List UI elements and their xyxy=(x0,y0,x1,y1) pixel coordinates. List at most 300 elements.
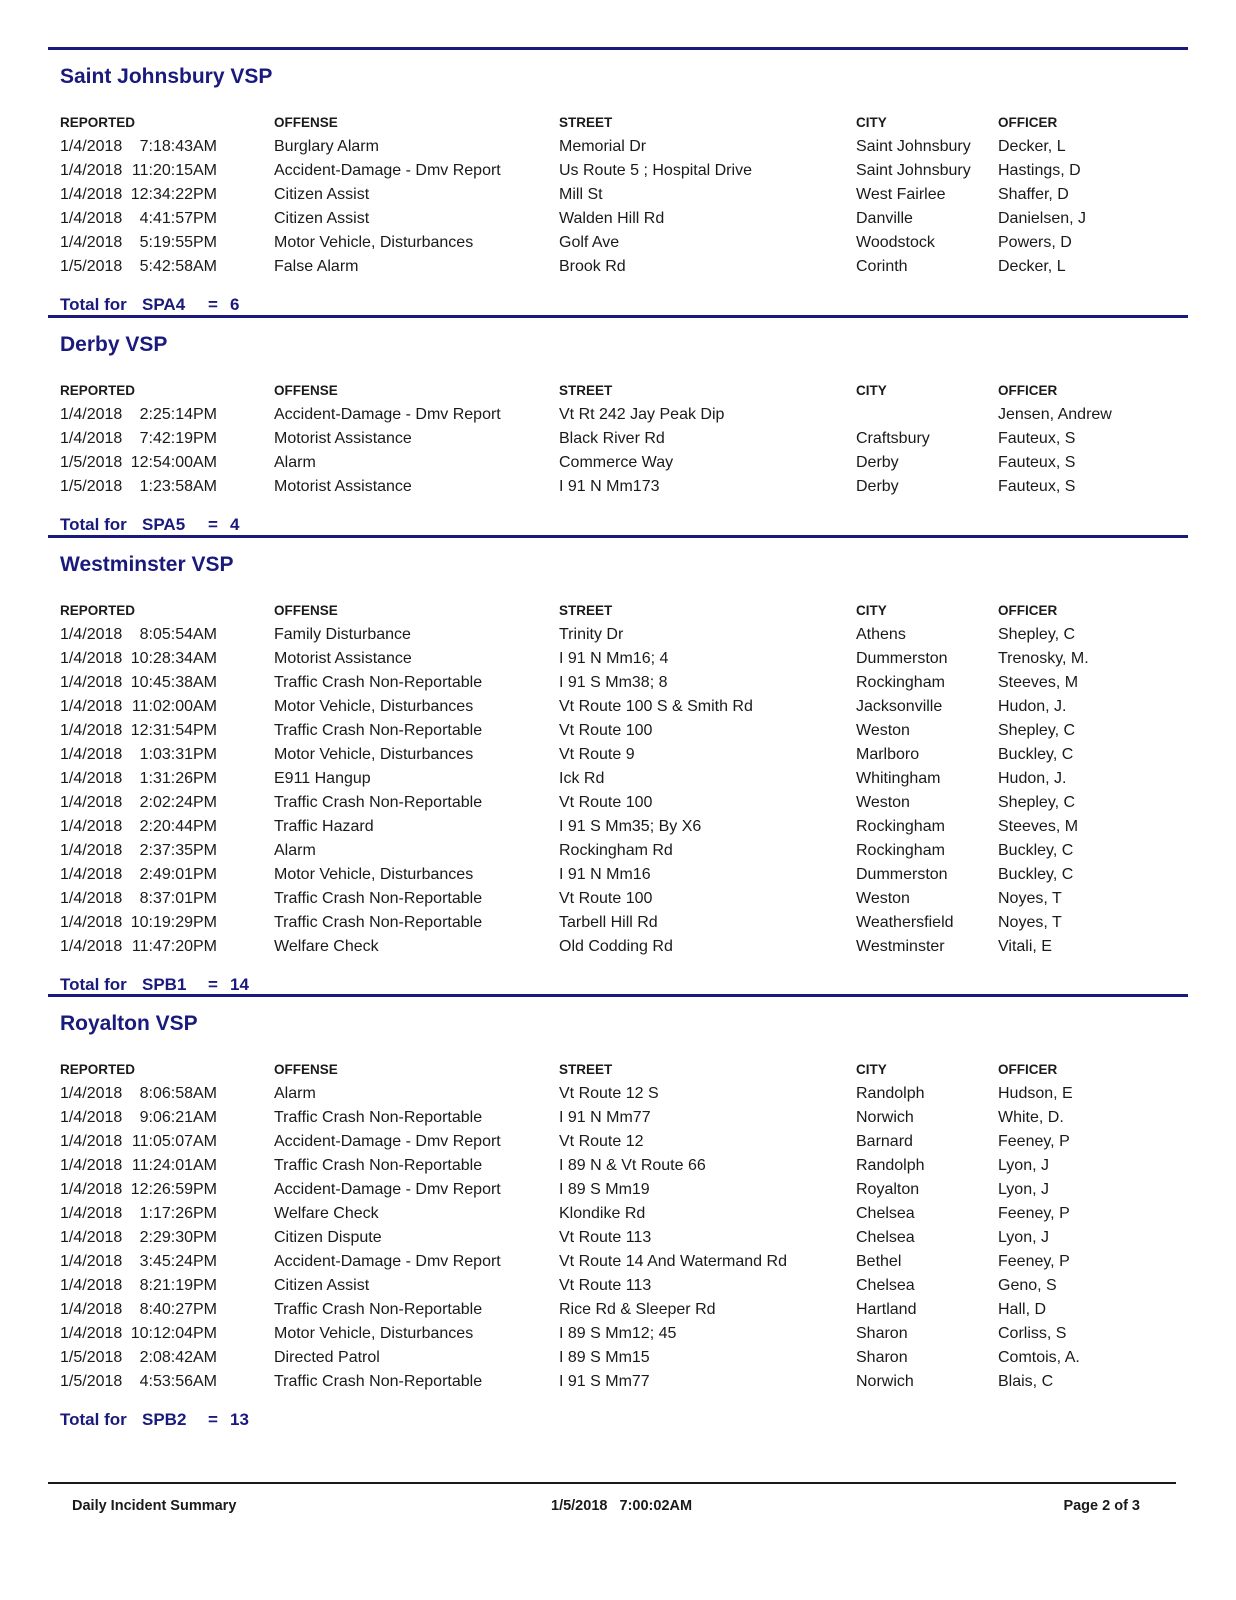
column-header-city: CITY xyxy=(856,383,887,398)
city: Whitingham xyxy=(856,770,941,787)
station-section xyxy=(48,535,1188,1005)
city: West Fairlee xyxy=(856,186,946,203)
column-header-officer: OFFICER xyxy=(998,115,1058,130)
reported-date: 1/4/2018 xyxy=(60,186,123,203)
table-row xyxy=(60,839,1188,863)
offense: Traffic Crash Non-Reportable xyxy=(274,722,483,739)
reported-date: 1/4/2018 xyxy=(60,1109,123,1126)
column-header-offense: OFFENSE xyxy=(274,115,338,130)
officer: Decker, L xyxy=(998,258,1066,275)
total-label: Total for xyxy=(60,295,127,314)
reported-date: 1/4/2018 xyxy=(60,1301,123,1318)
officer: Comtois, A. xyxy=(998,1349,1080,1366)
reported-date: 1/4/2018 xyxy=(60,162,123,179)
table-row xyxy=(60,815,1188,839)
reported-date: 1/4/2018 xyxy=(60,626,123,643)
reported-time: 7:18:43AM xyxy=(139,138,217,155)
total-label: Total for xyxy=(60,975,127,994)
offense: Motorist Assistance xyxy=(274,430,412,447)
city: Norwich xyxy=(856,1373,914,1390)
reported-time: 5:19:55PM xyxy=(139,234,217,251)
reported-time: 8:21:19PM xyxy=(139,1277,217,1294)
reported-time: 3:45:24PM xyxy=(139,1253,217,1270)
table-row xyxy=(60,451,1188,475)
offense: Motor Vehicle, Disturbances xyxy=(274,234,474,251)
city: Dummerston xyxy=(856,650,948,667)
street: Vt Route 9 xyxy=(559,746,635,763)
reported-date: 1/5/2018 xyxy=(60,1373,123,1390)
table-row xyxy=(60,159,1188,183)
street: Vt Route 113 xyxy=(559,1277,652,1294)
table-row xyxy=(60,231,1188,255)
officer: Hudon, J. xyxy=(998,698,1067,715)
city: Barnard xyxy=(856,1133,913,1150)
street: I 91 N Mm16; 4 xyxy=(559,650,669,667)
table-row xyxy=(60,207,1188,231)
total-label: Total for xyxy=(60,1410,127,1429)
table-header-row xyxy=(60,114,1188,132)
street: Mill St xyxy=(559,186,603,203)
city: Derby xyxy=(856,478,899,495)
street: I 91 S Mm35; By X6 xyxy=(559,818,702,835)
street: Vt Route 14 And Watermand Rd xyxy=(559,1253,787,1270)
reported-time: 11:24:01AM xyxy=(131,1157,217,1174)
reported-time: 9:06:21AM xyxy=(139,1109,217,1126)
reported-date: 1/4/2018 xyxy=(60,1157,123,1174)
reported-date: 1/4/2018 xyxy=(60,746,123,763)
total-label: Total for xyxy=(60,515,127,534)
reported-date: 1/4/2018 xyxy=(60,210,123,227)
reported-time: 2:02:24PM xyxy=(139,794,217,811)
offense: Alarm xyxy=(274,842,316,859)
officer: Fauteux, S xyxy=(998,430,1076,447)
table-row xyxy=(60,475,1188,499)
street: I 91 N Mm16 xyxy=(559,866,651,883)
city: Rockingham xyxy=(856,818,945,835)
officer: Noyes, T xyxy=(998,890,1062,907)
footer-page-number: Page 2 of 3 xyxy=(1063,1498,1140,1514)
table-row xyxy=(60,767,1188,791)
offense: E911 Hangup xyxy=(274,770,371,787)
incident-table xyxy=(48,1061,1188,1394)
officer: Lyon, J xyxy=(998,1229,1049,1246)
reported-time: 8:40:27PM xyxy=(139,1301,217,1318)
city: Weathersfield xyxy=(856,914,954,931)
reported-time: 8:05:54AM xyxy=(139,626,217,643)
offense: Traffic Crash Non-Reportable xyxy=(274,674,483,691)
officer: Shepley, C xyxy=(998,626,1076,643)
table-row xyxy=(60,135,1188,159)
section-title: Royalton VSP xyxy=(60,1012,198,1035)
incident-table xyxy=(48,602,1188,959)
officer: Geno, S xyxy=(998,1277,1057,1294)
offense: Alarm xyxy=(274,1085,316,1102)
reported-date: 1/4/2018 xyxy=(60,1205,123,1222)
officer: Decker, L xyxy=(998,138,1066,155)
offense: Motor Vehicle, Disturbances xyxy=(274,1325,474,1342)
table-header-row xyxy=(60,1061,1188,1079)
city: Bethel xyxy=(856,1253,902,1270)
table-row xyxy=(60,1154,1188,1178)
reported-time: 12:34:22PM xyxy=(130,186,217,203)
reported-date: 1/5/2018 xyxy=(60,478,123,495)
officer: Steeves, M xyxy=(998,674,1079,691)
table-row xyxy=(60,719,1188,743)
reported-time: 4:53:56AM xyxy=(139,1373,217,1390)
city: Westminster xyxy=(856,938,945,955)
reported-time: 11:02:00AM xyxy=(131,698,217,715)
column-header-city: CITY xyxy=(856,115,887,130)
officer: Fauteux, S xyxy=(998,478,1076,495)
column-header-reported: REPORTED xyxy=(60,115,136,130)
station-section xyxy=(48,315,1188,545)
reported-time: 12:26:59PM xyxy=(130,1181,217,1198)
city: Marlboro xyxy=(856,746,920,763)
city: Hartland xyxy=(856,1301,917,1318)
city: Weston xyxy=(856,722,910,739)
reported-time: 10:19:29PM xyxy=(130,914,217,931)
city: Saint Johnsbury xyxy=(856,162,971,179)
officer: Hudson, E xyxy=(998,1085,1073,1102)
offense: Motorist Assistance xyxy=(274,650,412,667)
offense: Directed Patrol xyxy=(274,1349,380,1366)
offense: Citizen Assist xyxy=(274,210,370,227)
street: Commerce Way xyxy=(559,454,674,471)
city: Weston xyxy=(856,890,910,907)
reported-date: 1/4/2018 xyxy=(60,234,123,251)
page-footer xyxy=(48,1482,1176,1542)
offense: False Alarm xyxy=(274,258,359,275)
officer: Jensen, Andrew xyxy=(998,406,1112,423)
offense: Traffic Hazard xyxy=(274,818,374,835)
reported-date: 1/4/2018 xyxy=(60,842,123,859)
table-row xyxy=(60,863,1188,887)
table-row xyxy=(60,935,1188,959)
total-equals: = xyxy=(208,295,218,314)
reported-time: 2:25:14PM xyxy=(139,406,217,423)
reported-time: 8:37:01PM xyxy=(139,890,217,907)
column-header-offense: OFFENSE xyxy=(274,603,338,618)
officer: Fauteux, S xyxy=(998,454,1076,471)
offense: Citizen Dispute xyxy=(274,1229,382,1246)
total-equals: = xyxy=(208,975,218,994)
column-header-reported: REPORTED xyxy=(60,603,136,618)
reported-date: 1/4/2018 xyxy=(60,650,123,667)
offense: Welfare Check xyxy=(274,1205,379,1222)
reported-time: 4:41:57PM xyxy=(139,210,217,227)
table-row xyxy=(60,1202,1188,1226)
officer: Hudon, J. xyxy=(998,770,1067,787)
officer: Feeney, P xyxy=(998,1253,1070,1270)
column-header-officer: OFFICER xyxy=(998,383,1058,398)
reported-time: 7:42:19PM xyxy=(139,430,217,447)
table-row xyxy=(60,1130,1188,1154)
reported-date: 1/5/2018 xyxy=(60,258,123,275)
city: Randolph xyxy=(856,1157,925,1174)
street: Rockingham Rd xyxy=(559,842,673,859)
city: Rockingham xyxy=(856,674,945,691)
table-row xyxy=(60,1370,1188,1394)
officer: Lyon, J xyxy=(998,1157,1049,1174)
reported-date: 1/4/2018 xyxy=(60,914,123,931)
total-count: 6 xyxy=(230,295,240,314)
city: Chelsea xyxy=(856,1205,915,1222)
reported-date: 1/4/2018 xyxy=(60,1277,123,1294)
reported-time: 12:31:54PM xyxy=(130,722,217,739)
reported-time: 1:23:58AM xyxy=(139,478,217,495)
reported-date: 1/4/2018 xyxy=(60,406,123,423)
table-row xyxy=(60,1274,1188,1298)
street: Memorial Dr xyxy=(559,138,647,155)
street: Trinity Dr xyxy=(559,626,624,643)
reported-date: 1/4/2018 xyxy=(60,938,123,955)
table-header-row xyxy=(60,602,1188,620)
offense: Alarm xyxy=(274,454,316,471)
column-header-street: STREET xyxy=(559,1062,613,1077)
total-station-code: SPB2 xyxy=(142,1410,187,1429)
column-header-street: STREET xyxy=(559,603,613,618)
offense: Citizen Assist xyxy=(274,186,370,203)
officer: Trenosky, M. xyxy=(998,650,1089,667)
reported-time: 11:47:20PM xyxy=(131,938,217,955)
table-row xyxy=(60,1106,1188,1130)
reported-date: 1/4/2018 xyxy=(60,138,123,155)
officer: Noyes, T xyxy=(998,914,1062,931)
reported-date: 1/4/2018 xyxy=(60,866,123,883)
section-title: Derby VSP xyxy=(60,333,168,356)
reported-date: 1/4/2018 xyxy=(60,1325,123,1342)
column-header-reported: REPORTED xyxy=(60,383,136,398)
table-row xyxy=(60,1346,1188,1370)
offense: Family Disturbance xyxy=(274,626,411,643)
street: Ick Rd xyxy=(559,770,605,787)
offense: Motor Vehicle, Disturbances xyxy=(274,698,474,715)
offense: Burglary Alarm xyxy=(274,138,379,155)
officer: Danielsen, J xyxy=(998,210,1087,227)
city: Dummerston xyxy=(856,866,948,883)
offense: Traffic Crash Non-Reportable xyxy=(274,794,483,811)
street: Vt Rt 242 Jay Peak Dip xyxy=(559,406,725,423)
reported-date: 1/4/2018 xyxy=(60,1229,123,1246)
incident-table xyxy=(48,114,1188,279)
street: Vt Route 100 xyxy=(559,890,653,907)
table-row xyxy=(60,403,1188,427)
reported-date: 1/4/2018 xyxy=(60,430,123,447)
column-header-reported: REPORTED xyxy=(60,1062,136,1077)
reported-date: 1/4/2018 xyxy=(60,794,123,811)
incident-table xyxy=(48,382,1188,499)
footer-timestamp: 1/5/2018 7:00:02AM xyxy=(551,1498,693,1514)
city: Randolph xyxy=(856,1085,925,1102)
city: Norwich xyxy=(856,1109,914,1126)
city: Woodstock xyxy=(856,234,935,251)
street: Vt Route 100 S & Smith Rd xyxy=(559,698,753,715)
reported-time: 5:42:58AM xyxy=(139,258,217,275)
city: Sharon xyxy=(856,1349,908,1366)
street: Vt Route 12 S xyxy=(559,1085,659,1102)
offense: Traffic Crash Non-Reportable xyxy=(274,1109,483,1126)
table-row xyxy=(60,695,1188,719)
offense: Citizen Assist xyxy=(274,1277,370,1294)
offense: Traffic Crash Non-Reportable xyxy=(274,1373,483,1390)
table-row xyxy=(60,1322,1188,1346)
reported-date: 1/4/2018 xyxy=(60,890,123,907)
street: Vt Route 113 xyxy=(559,1229,652,1246)
city: Athens xyxy=(856,626,906,643)
offense: Welfare Check xyxy=(274,938,379,955)
officer: Buckley, C xyxy=(998,866,1074,883)
offense: Accident-Damage - Dmv Report xyxy=(274,1133,501,1150)
reported-date: 1/4/2018 xyxy=(60,698,123,715)
table-row xyxy=(60,791,1188,815)
section-total xyxy=(48,513,1188,537)
column-header-officer: OFFICER xyxy=(998,603,1058,618)
column-header-city: CITY xyxy=(856,1062,887,1077)
reported-time: 2:49:01PM xyxy=(139,866,217,883)
officer: Vitali, E xyxy=(998,938,1052,955)
footer-report-title: Daily Incident Summary xyxy=(72,1498,237,1514)
offense: Accident-Damage - Dmv Report xyxy=(274,1181,501,1198)
total-station-code: SPA4 xyxy=(142,295,186,314)
street: Tarbell Hill Rd xyxy=(559,914,658,931)
total-station-code: SPA5 xyxy=(142,515,186,534)
table-row xyxy=(60,743,1188,767)
reported-time: 1:03:31PM xyxy=(139,746,217,763)
city: Derby xyxy=(856,454,899,471)
column-header-street: STREET xyxy=(559,383,613,398)
officer: White, D. xyxy=(998,1109,1064,1126)
reported-time: 12:54:00AM xyxy=(130,454,217,471)
reported-date: 1/5/2018 xyxy=(60,1349,123,1366)
offense: Motor Vehicle, Disturbances xyxy=(274,866,474,883)
footer-divider xyxy=(48,1482,1176,1484)
street: I 91 N Mm173 xyxy=(559,478,660,495)
officer: Buckley, C xyxy=(998,842,1074,859)
street: I 89 N & Vt Route 66 xyxy=(559,1157,706,1174)
reported-time: 11:20:15AM xyxy=(131,162,217,179)
reported-time: 2:29:30PM xyxy=(139,1229,217,1246)
officer: Hastings, D xyxy=(998,162,1081,179)
officer: Blais, C xyxy=(998,1373,1054,1390)
officer: Lyon, J xyxy=(998,1181,1049,1198)
officer: Shepley, C xyxy=(998,794,1076,811)
table-row xyxy=(60,911,1188,935)
city: Craftsbury xyxy=(856,430,930,447)
officer: Steeves, M xyxy=(998,818,1079,835)
total-count: 13 xyxy=(230,1410,249,1429)
reported-date: 1/4/2018 xyxy=(60,1085,123,1102)
column-header-street: STREET xyxy=(559,115,613,130)
street: Black River Rd xyxy=(559,430,665,447)
table-row xyxy=(60,1298,1188,1322)
section-total xyxy=(48,293,1188,317)
reported-time: 2:20:44PM xyxy=(139,818,217,835)
section-total xyxy=(48,1408,1188,1432)
station-section xyxy=(48,994,1188,1440)
offense: Motor Vehicle, Disturbances xyxy=(274,746,474,763)
city: Sharon xyxy=(856,1325,908,1342)
street: Us Route 5 ; Hospital Drive xyxy=(559,162,752,179)
offense: Traffic Crash Non-Reportable xyxy=(274,890,483,907)
section-title: Saint Johnsbury VSP xyxy=(60,65,273,88)
city: Jacksonville xyxy=(856,698,943,715)
table-row xyxy=(60,887,1188,911)
offense: Accident-Damage - Dmv Report xyxy=(274,406,501,423)
officer: Shaffer, D xyxy=(998,186,1069,203)
street: I 91 S Mm77 xyxy=(559,1373,650,1390)
table-row xyxy=(60,623,1188,647)
reported-date: 1/4/2018 xyxy=(60,674,123,691)
city: Chelsea xyxy=(856,1277,915,1294)
column-header-officer: OFFICER xyxy=(998,1062,1058,1077)
city: Chelsea xyxy=(856,1229,915,1246)
officer: Feeney, P xyxy=(998,1205,1070,1222)
total-count: 4 xyxy=(230,515,240,534)
table-row xyxy=(60,255,1188,279)
city: Saint Johnsbury xyxy=(856,138,971,155)
offense: Traffic Crash Non-Reportable xyxy=(274,1157,483,1174)
reported-date: 1/4/2018 xyxy=(60,1133,123,1150)
total-count: 14 xyxy=(230,975,249,994)
city: Rockingham xyxy=(856,842,945,859)
officer: Buckley, C xyxy=(998,746,1074,763)
reported-time: 11:05:07AM xyxy=(131,1133,217,1150)
total-equals: = xyxy=(208,515,218,534)
officer: Shepley, C xyxy=(998,722,1076,739)
table-row xyxy=(60,183,1188,207)
total-station-code: SPB1 xyxy=(142,975,187,994)
street: Vt Route 100 xyxy=(559,722,653,739)
city: Weston xyxy=(856,794,910,811)
street: Walden Hill Rd xyxy=(559,210,665,227)
city: Royalton xyxy=(856,1181,920,1198)
street: Vt Route 100 xyxy=(559,794,653,811)
reported-time: 1:31:26PM xyxy=(139,770,217,787)
offense: Accident-Damage - Dmv Report xyxy=(274,1253,501,1270)
reported-time: 8:06:58AM xyxy=(139,1085,217,1102)
street: Rice Rd & Sleeper Rd xyxy=(559,1301,716,1318)
reported-time: 1:17:26PM xyxy=(139,1205,217,1222)
street: I 89 S Mm12; 45 xyxy=(559,1325,677,1342)
table-row xyxy=(60,1226,1188,1250)
table-row xyxy=(60,1082,1188,1106)
table-row xyxy=(60,1250,1188,1274)
reported-time: 10:28:34AM xyxy=(130,650,217,667)
table-row xyxy=(60,647,1188,671)
city: Danville xyxy=(856,210,913,227)
reported-date: 1/4/2018 xyxy=(60,722,123,739)
table-header-row xyxy=(60,382,1188,400)
street: Klondike Rd xyxy=(559,1205,646,1222)
street: I 91 N Mm77 xyxy=(559,1109,651,1126)
offense: Accident-Damage - Dmv Report xyxy=(274,162,501,179)
reported-date: 1/5/2018 xyxy=(60,454,123,471)
column-header-offense: OFFENSE xyxy=(274,383,338,398)
officer: Corliss, S xyxy=(998,1325,1067,1342)
section-title: Westminster VSP xyxy=(60,553,234,576)
street: I 89 S Mm15 xyxy=(559,1349,650,1366)
reported-time: 10:45:38AM xyxy=(130,674,217,691)
street: Old Codding Rd xyxy=(559,938,673,955)
offense: Motorist Assistance xyxy=(274,478,412,495)
reported-time: 2:37:35PM xyxy=(139,842,217,859)
officer: Powers, D xyxy=(998,234,1072,251)
station-section xyxy=(48,47,1188,325)
total-equals: = xyxy=(208,1410,218,1429)
offense: Traffic Crash Non-Reportable xyxy=(274,1301,483,1318)
table-row xyxy=(60,427,1188,451)
offense: Traffic Crash Non-Reportable xyxy=(274,914,483,931)
